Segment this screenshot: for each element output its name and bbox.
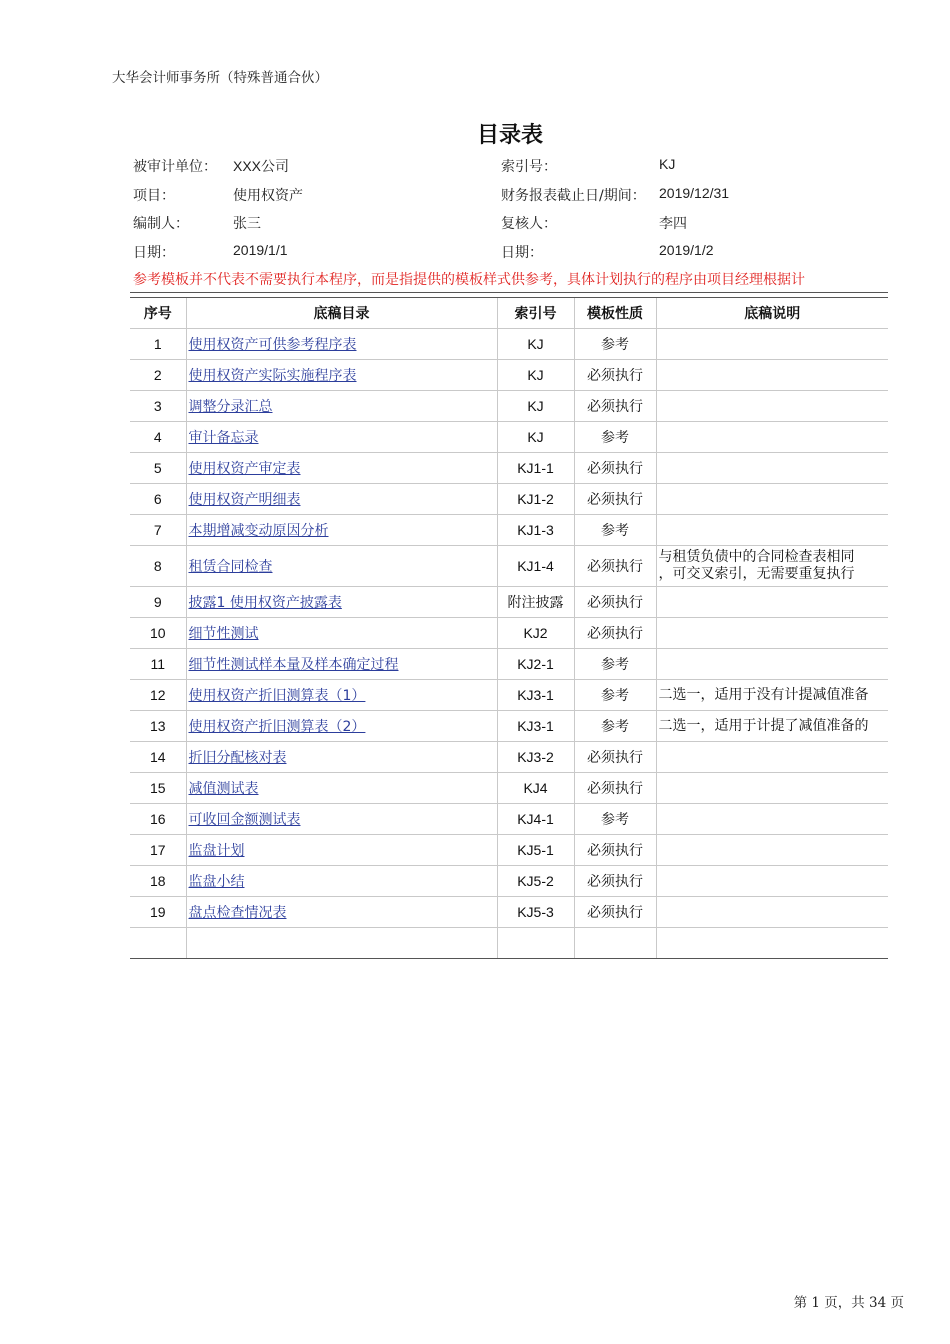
row-note: 二选一，适用于计提了减值准备的 [656, 711, 888, 742]
empty-cell [656, 928, 888, 959]
table-row [130, 515, 888, 546]
row-no: 5 [130, 453, 186, 484]
row-nature: 必须执行 [574, 866, 656, 897]
row-index: KJ1-1 [497, 453, 574, 484]
row-no: 16 [130, 804, 186, 835]
workpaper-link[interactable]: 使用权资产折旧测算表（1） [188, 688, 366, 704]
row-index: KJ2 [497, 618, 574, 649]
workpaper-link[interactable]: 监盘小结 [188, 874, 245, 890]
row-note [656, 546, 888, 587]
row-nature: 参考 [574, 329, 656, 360]
row-note [656, 422, 888, 453]
row-nature: 必须执行 [574, 742, 656, 773]
preparer-label: 编制人： [133, 216, 189, 232]
row-index: KJ5-2 [497, 866, 574, 897]
row-nature: 参考 [574, 680, 656, 711]
project-label: 项目： [133, 188, 175, 204]
reviewer-label: 复核人： [501, 216, 557, 232]
workpaper-link[interactable]: 本期增减变动原因分析 [188, 523, 329, 539]
period-value: 2019/12/31 [659, 185, 730, 201]
row-note [656, 360, 888, 391]
workpaper-link[interactable]: 披露1 使用权资产披露表 [188, 595, 342, 611]
row-nature: 参考 [574, 515, 656, 546]
row-no: 6 [130, 484, 186, 515]
row-index: KJ2-1 [497, 649, 574, 680]
row-no: 18 [130, 866, 186, 897]
table-row [130, 329, 888, 360]
row-nature: 必须执行 [574, 484, 656, 515]
date1-value: 2019/1/1 [233, 242, 288, 258]
row-index: KJ1-3 [497, 515, 574, 546]
table-row [130, 546, 888, 587]
table-row [130, 649, 888, 680]
table-row [130, 680, 888, 711]
reviewer-value: 李四 [659, 216, 687, 232]
table-row [130, 866, 888, 897]
table-row [130, 711, 888, 742]
workpaper-link[interactable]: 减值测试表 [188, 781, 259, 797]
workpaper-link[interactable]: 审计备忘录 [188, 430, 259, 446]
workpaper-link[interactable]: 使用权资产折旧测算表（2） [188, 719, 366, 735]
header-workpaper: 底稿目录 [186, 298, 497, 329]
row-note [656, 897, 888, 928]
workpaper-link[interactable]: 使用权资产可供参考程序表 [188, 337, 357, 353]
project-value: 使用权资产 [233, 188, 303, 204]
row-nature: 参考 [574, 804, 656, 835]
row-index: KJ1-2 [497, 484, 574, 515]
row-note [656, 618, 888, 649]
row-no: 12 [130, 680, 186, 711]
row-note-line2: ，可交叉索引，无需要重复执行 [658, 566, 855, 582]
empty-cell [497, 928, 574, 959]
row-note [656, 515, 888, 546]
workpaper-link[interactable]: 折旧分配核对表 [188, 750, 287, 766]
table-row [130, 618, 888, 649]
row-index: 附注披露 [497, 587, 574, 618]
empty-cell [130, 928, 186, 959]
row-index: KJ4 [497, 773, 574, 804]
row-index: KJ [497, 422, 574, 453]
row-index: KJ3-1 [497, 711, 574, 742]
row-index: KJ [497, 391, 574, 422]
period-label: 财务报表截止日/期间： [501, 188, 646, 204]
table-row [130, 835, 888, 866]
table-row [130, 897, 888, 928]
row-index: KJ [497, 360, 574, 391]
row-note [656, 742, 888, 773]
date2-label: 日期： [501, 245, 543, 261]
row-index: KJ4-1 [497, 804, 574, 835]
row-index: KJ5-1 [497, 835, 574, 866]
row-nature: 必须执行 [574, 897, 656, 928]
notice-bar [0, 268, 888, 292]
row-note [656, 649, 888, 680]
empty-cell [186, 928, 497, 959]
row-nature: 必须执行 [574, 453, 656, 484]
row-nature: 必须执行 [574, 773, 656, 804]
firm-name: 大华会计师事务所（特殊普通合伙） [112, 70, 328, 86]
row-note [656, 835, 888, 866]
table-row [130, 484, 888, 515]
table-row [130, 453, 888, 484]
row-index: KJ3-1 [497, 680, 574, 711]
row-index: KJ3-2 [497, 742, 574, 773]
workpaper-link[interactable]: 可收回金额测试表 [188, 812, 301, 828]
row-note [656, 453, 888, 484]
workpaper-link[interactable]: 细节性测试样本量及样本确定过程 [188, 657, 399, 673]
row-no: 14 [130, 742, 186, 773]
row-note [656, 773, 888, 804]
index-value: KJ [659, 156, 676, 172]
preparer-value: 张三 [233, 216, 261, 232]
row-note [656, 391, 888, 422]
auditee-value: XXX公司 [233, 158, 290, 174]
table-row-empty [130, 928, 888, 959]
table-header-row [130, 298, 888, 329]
workpaper-link[interactable]: 使用权资产实际实施程序表 [188, 368, 357, 384]
row-note [656, 587, 888, 618]
workpaper-index-table [130, 292, 888, 959]
row-nature: 必须执行 [574, 391, 656, 422]
row-no: 19 [130, 897, 186, 928]
row-note-line1: 与租赁负债中的合同检查表相同 [658, 549, 855, 565]
workpaper-link[interactable]: 细节性测试 [188, 626, 259, 642]
workpaper-link[interactable]: 调整分录汇总 [188, 399, 273, 415]
date2-value: 2019/1/2 [659, 242, 714, 258]
row-index: KJ1-4 [497, 546, 574, 587]
workpaper-link[interactable]: 使用权资产审定表 [188, 461, 301, 477]
row-no: 8 [130, 546, 186, 587]
auditee-label: 被审计单位： [133, 159, 217, 175]
page-title: 目录表 [476, 123, 543, 148]
table-row [130, 422, 888, 453]
row-nature: 必须执行 [574, 360, 656, 391]
date1-label: 日期： [133, 245, 175, 261]
workpaper-link[interactable]: 使用权资产明细表 [188, 492, 301, 508]
row-no: 4 [130, 422, 186, 453]
header-nature: 模板性质 [574, 298, 656, 329]
table-row [130, 391, 888, 422]
empty-cell [574, 928, 656, 959]
row-note [656, 866, 888, 897]
row-nature: 必须执行 [574, 546, 656, 587]
row-nature: 必须执行 [574, 618, 656, 649]
row-nature: 必须执行 [574, 835, 656, 866]
workpaper-link[interactable]: 监盘计划 [188, 843, 245, 859]
row-no: 9 [130, 587, 186, 618]
row-no: 10 [130, 618, 186, 649]
page-footer: 第 1 页，共 34 页 [793, 1295, 904, 1311]
row-index: KJ [497, 329, 574, 360]
row-no: 17 [130, 835, 186, 866]
row-no: 1 [130, 329, 186, 360]
table-row [130, 360, 888, 391]
table-row [130, 742, 888, 773]
row-index: KJ5-3 [497, 897, 574, 928]
header-no: 序号 [130, 298, 186, 329]
table-row [130, 804, 888, 835]
row-no: 11 [130, 649, 186, 680]
index-label: 索引号： [501, 159, 557, 175]
row-note: 二选一，适用于没有计提减值准备 [656, 680, 888, 711]
header-note: 底稿说明 [656, 298, 888, 329]
row-no: 2 [130, 360, 186, 391]
row-no: 15 [130, 773, 186, 804]
row-note [656, 804, 888, 835]
header-index: 索引号 [497, 298, 574, 329]
row-no: 13 [130, 711, 186, 742]
workpaper-link[interactable]: 盘点检查情况表 [188, 905, 287, 921]
notice-text: 参考模板并不代表不需要执行本程序，而是指提供的模板样式供参考，具体计划执行的程序由项目经理根据计 [133, 272, 805, 288]
row-nature: 参考 [574, 649, 656, 680]
table-row [130, 773, 888, 804]
row-nature: 参考 [574, 422, 656, 453]
row-note [656, 484, 888, 515]
workpaper-link[interactable]: 租赁合同检查 [188, 559, 273, 575]
row-no: 3 [130, 391, 186, 422]
row-nature: 参考 [574, 711, 656, 742]
row-note [656, 329, 888, 360]
table-row [130, 587, 888, 618]
row-nature: 必须执行 [574, 587, 656, 618]
row-no: 7 [130, 515, 186, 546]
